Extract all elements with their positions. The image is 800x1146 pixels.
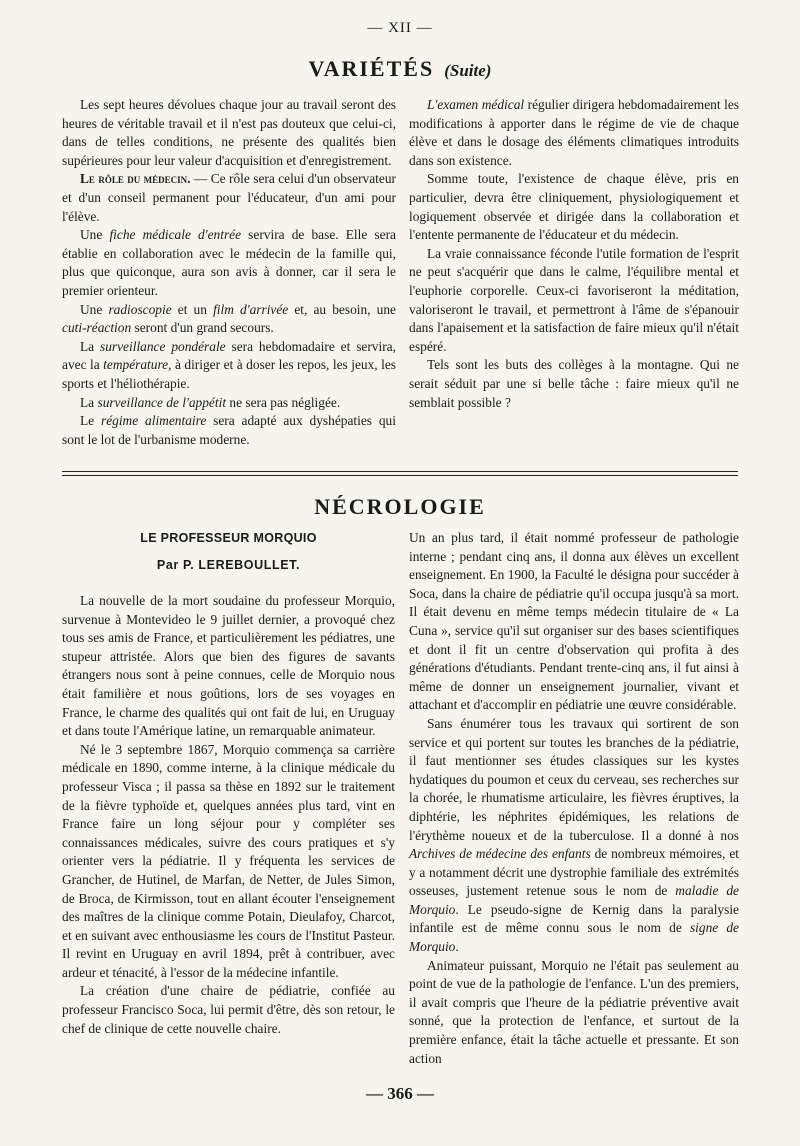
text-run: ne sera pas négligée.: [226, 394, 341, 410]
text-run: seront d'un grand secours.: [131, 320, 274, 336]
paragraph: [62, 338, 396, 394]
italic-run: Archives de médecine des enfants: [409, 846, 591, 862]
paragraph: [62, 394, 396, 413]
paragraph: Animateur puissant, Morquio ne l'était pas seulement au point de vue de la pathologie de l'enfance. L'un des premiers, il avait compris que l'heure de la pédiatrie préventive avait sonné, que la protection de l'enfance, et surtout de la première enfance, était la tâche actuelle et pressante. Et son action: [409, 957, 739, 1066]
italic-run: maladie de Morquio: [409, 883, 739, 917]
page-number: — 366 —: [366, 1084, 434, 1103]
varietes-column-left: [62, 96, 396, 449]
italic-run: fiche médicale d'entrée: [109, 227, 242, 243]
text-run: . Le pseudo-signe de Kernig dans la paralysie infantile est de même connu sous le nom de: [409, 901, 739, 936]
text-run: régulier dirigera hebdomadairement les modifications à apporter dans le régime de vie de chaque élève et dans le dosage des éléments climatiques introduits dans son existence.: [409, 97, 739, 168]
text-run: .: [455, 939, 459, 955]
text-run: et, au besoin, une: [288, 301, 396, 317]
varietes-heading: [0, 56, 800, 82]
page-header-roman: — XII —: [367, 20, 433, 36]
section-divider-bottom: [62, 475, 738, 476]
paragraph: Les sept heures dévolues chaque jour au travail seront des heures de véritable travail et il n'est pas douteux que celui-ci, dans de telles conditions, ne présente des qualités bien supérieures pour leur valeur d'acquisition et d'enregistrement.: [62, 97, 396, 168]
paragraph: [62, 170, 396, 226]
varietes-suite: (Suite): [444, 61, 492, 80]
text-run: La: [80, 338, 100, 354]
paragraph: La nouvelle de la mort soudaine du professeur Morquio, survenue à Montevideo le 9 juillet dernier, a provoqué chez tous ses amis de France, et particulièrement les pédiatres, une stupeur attristée. Alors que bien des figures de savants étrangers nous sont à peine connues, celle de Morquio nous était familière et nous goûtions, lors de ses voyages en France, le charme des qualités qui ont fait de lui, en Uruguay et dans toute l'Amérique latine, un remarquable animateur.: [62, 593, 395, 739]
paragraph: [409, 715, 739, 957]
text-run: Une: [80, 301, 109, 317]
text-run: — Ce rôle sera celui d'un observateur et d'un conseil permanent pour l'éducateur, d'un ami pour l'élève.: [62, 171, 396, 224]
text-run: de nombreux mémoires, et y a notamment décrit une dystrophie familiale des extrémités osseuses, justement retenue sous le nom de: [409, 846, 740, 899]
italic-run: signe de Morquio: [409, 920, 740, 955]
obituary-subtitle: LE PROFESSEUR MORQUIO: [140, 531, 317, 545]
text-run: Le: [80, 413, 101, 429]
varietes-title: VARIÉTÉS: [308, 56, 435, 81]
italic-run: régime alimentaire: [100, 413, 207, 429]
paragraph: [62, 301, 396, 338]
italic-run: radioscopie: [108, 301, 172, 317]
paragraph: Un an plus tard, il était nommé professeur de pathologie interne ; pendant cinq ans, il donna aux élèves un excellent enseignement. En 1900, la Faculté le désigna pour succéder à Soca, dans la chaire de pédiatrie qu'il occupa jusqu'à sa mort. Il était devenu en même temps médecin titulaire de « La Cuna », service qu'il sut organiser sur des bases scientifiques et dont il fit un centre d'observation qui profita à des générations d'étudiants. Pendant trente-cinq ans, il fut ainsi à même de donner un enseignement journalier, vivant et attachant et d'accomplir en pédiatrie une œuvre considérable.: [409, 530, 739, 713]
paragraph: [62, 226, 396, 300]
section-divider-top: [62, 471, 738, 472]
text-run: Une: [80, 227, 110, 243]
paragraph: La vraie connaissance féconde l'utile formation de l'esprit ne peut s'acquérir que dans le calme, l'équilibre mental et l'euphorie corporelle. Ceux-ci favoriseront la méditation, valoriseront le travail, et permettront à l'âme de s'épanouir dans l'apaisement et la satisfaction de faire mieux qu'il n'était espéré.: [409, 245, 739, 354]
italic-run: température: [103, 357, 169, 373]
paragraph: [409, 96, 739, 170]
text-run: Sans énumérer tous les travaux qui sortirent de son service et qui portent sur toutes les branches de la pédiatrie, il faut mentionner ses études classiques sur les kystes hydatiques du poumon et ceux du cerveau, ses recherches sur la chorée, le rhumatisme articulaire, les fièvres éruptives, la diphtérie, les néphrites épidémiques, les relations de l'érythème noueux et de la tuberculose. Il a donné à nos: [409, 715, 739, 843]
paragraph: [62, 412, 396, 449]
text-run: , à diriger et à doser les repos, les jeux, les sports et l'héliothérapie.: [62, 357, 396, 391]
text-run: sera hebdomadaire et servira, avec la: [62, 338, 396, 373]
necrologie-title: NÉCROLOGIE: [314, 494, 486, 519]
paragraph: Somme toute, l'existence de chaque élève, pris en particulier, devra être cliniquement, physiologiquement et logiquement observée et dirigée dans la collaboration et l'entente permanente de l'éducateur et du médecin.: [409, 171, 739, 243]
italic-run: surveillance pondérale: [100, 338, 226, 354]
text-run: et un: [171, 301, 214, 317]
paragraph: Tels sont les buts des collèges à la montagne. Qui ne serait séduit par une si belle tâche : faire mieux qu'il ne semblait possible ?: [409, 357, 739, 410]
italic-run: film d'arrivée: [213, 301, 289, 317]
paragraph: La création d'une chaire de pédiatrie, confiée au professeur Francisco Soca, lui permit d'être, dès son retour, le chef de clinique de cette nouvelle chaire.: [62, 983, 395, 1036]
italic-run: L'examen médical: [427, 97, 525, 112]
text-run: servira de base. Elle sera établie en collaboration avec le médecin de la famille qui, plus que quiconque, aura son avis à donner, car il sera le premier orienteur.: [62, 227, 396, 298]
italic-run: cuti-réaction: [62, 320, 132, 336]
role-medecin-lead: Le rôle du médecin.: [80, 171, 191, 187]
text-run: sera adapté aux dyshépaties qui sont le lot de l'urbanisme moderne.: [62, 413, 396, 447]
italic-run: surveillance de l'appétit: [97, 394, 227, 410]
necrologie-column-left: [62, 592, 395, 1038]
necrologie-column-right: [409, 529, 739, 1068]
text-run: La: [80, 394, 98, 410]
varietes-column-right: [409, 96, 739, 412]
obituary-author: Par P. LEREBOULLET.: [156, 558, 301, 572]
paragraph: Né le 3 septembre 1867, Morquio commença sa carrière médicale en 1890, comme interne, à la clinique médicale du professeur Visca ; il passa sa thèse en 1892 sur le traitement de la fièvre typhoïde et, quelques années plus tard, vint en France faire un long séjour pour y compléter ses connaissances médicales, suivre des cours pratiques et s'y orienter vers la pédiatrie. Il y fréquenta les services de Grancher, de Hutinel, de Marfan, de Netter, de Jules Simon, de Broca, de Kirmisson, tout en allant écouter l'enseignement des maîtres de la clinique comme Potain, Dieulafoy, Charcot, et en suivant avec enthousiasme les cours de l'Institut Pasteur. Il revint en Uruguay en avril 1894, prêt à contribuer, avec ardeur et ténacité, à l'essor de la médecine infantile.: [62, 741, 395, 980]
